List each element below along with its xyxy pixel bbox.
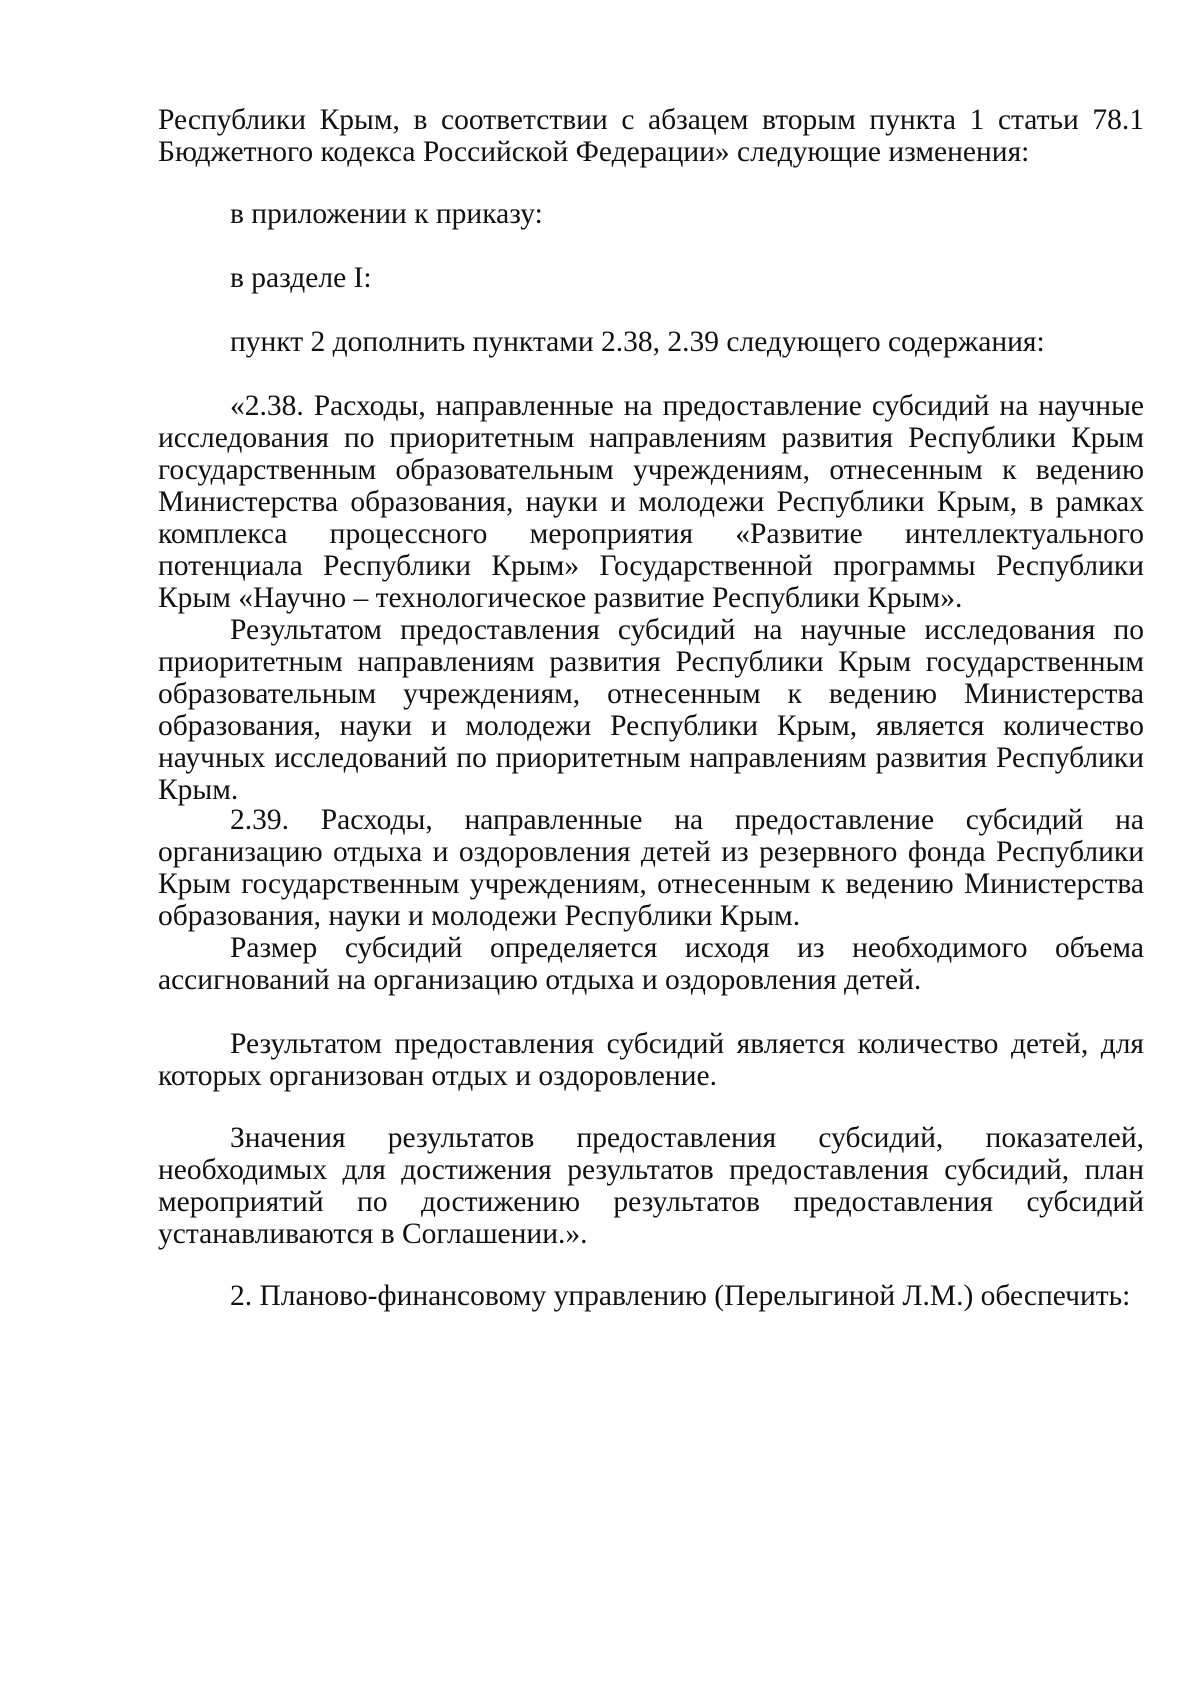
paragraph-values: Значения результатов предоставления субсидий, показателей, необходимых для достижения результатов предоставления субсидий, план мероприятий по достижению результатов предоставления субсидий устанавливаются в Соглашении.».: [158, 1122, 1144, 1250]
paragraph-2-38-result: Результатом предоставления субсидий на научные исследования по приоритетным направлениям развития Республики Крым государственным образовательным учреждениям, отнесенным к ведению Министерства образования, науки и молодежи Республики Крым, является количество научных исследований по приоритетным направлениям развития Республики Крым.: [158, 614, 1144, 806]
paragraph-appendix: в приложении к приказу:: [230, 198, 543, 230]
paragraph-2-38: «2.38. Расходы, направленные на предоставление субсидий на научные исследования по приоритетным направлениям развития Республики Крым государственным образовательным учреждениям, отнесенным к ведению Министерства образования, науки и молодежи Республики Крым, в рамках комплекса процессного мероприятия «Развитие интеллектуального потенциала Республики Крым» Государственной программы Республики Крым «Научно – технологическое развитие Республики Крым».: [158, 390, 1144, 614]
paragraph-2-39-size: Размер субсидий определяется исходя из необходимого объема ассигнований на организацию отдыха и оздоровления детей.: [158, 932, 1144, 996]
paragraph-2-39: 2.39. Расходы, направленные на предоставление субсидий на организацию отдыха и оздоровления детей из резервного фонда Республики Крым государственным учреждениям, отнесенным к ведению Министерства образования, науки и молодежи Республики Крым.: [158, 804, 1144, 932]
paragraph-2-39-result: Результатом предоставления субсидий является количество детей, для которых организован отдых и оздоровление.: [158, 1028, 1144, 1092]
paragraph-point-2: пункт 2 дополнить пунктами 2.38, 2.39 следующего содержания:: [230, 326, 1045, 358]
paragraph-item-2: 2. Планово-финансовому управлению (Перелыгиной Л.М.) обеспечить:: [230, 1280, 1131, 1312]
paragraph-section: в разделе I:: [230, 262, 372, 294]
paragraph-intro: Республики Крым, в соответствии с абзацем вторым пункта 1 статьи 78.1 Бюджетного кодекса Российской Федерации» следующие изменения:: [158, 104, 1144, 168]
